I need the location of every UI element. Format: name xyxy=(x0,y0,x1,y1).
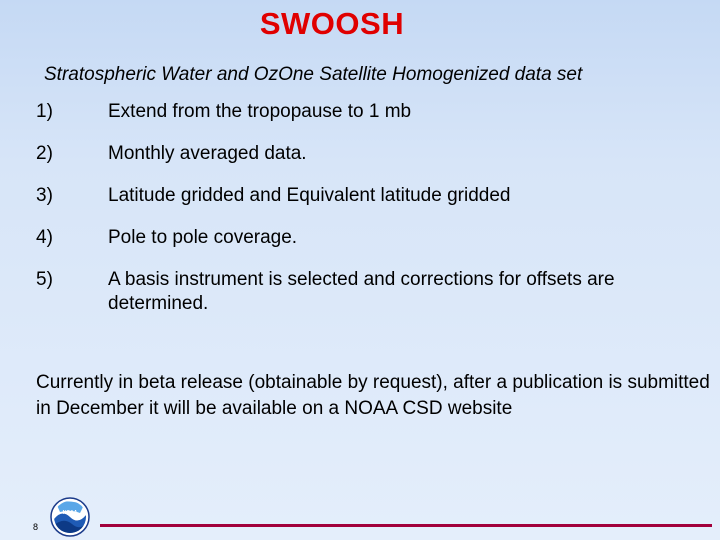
list-item xyxy=(36,100,706,124)
list-item-text: Extend from the tropopause to 1 mb xyxy=(108,101,412,122)
list-item-text: Monthly averaged data. xyxy=(108,143,307,164)
list-item-number: 3) xyxy=(36,185,53,206)
list-item-number: 2) xyxy=(36,143,53,164)
list-item-number: 5) xyxy=(36,269,53,290)
footer-divider xyxy=(100,524,712,527)
release-note: Currently in beta release (obtainable by request), after a publication is submitted in December it will be available on a NOAA CSD website xyxy=(36,372,710,419)
list-item-number: 4) xyxy=(36,227,53,248)
numbered-list xyxy=(36,100,706,334)
noaa-logo-icon xyxy=(50,497,90,537)
list-item-text: Pole to pole coverage. xyxy=(108,227,298,248)
slide-subtitle: Stratospheric Water and OzOne Satellite Homogenized data set xyxy=(44,64,583,85)
list-item xyxy=(36,184,706,208)
slide-title: SWOOSH xyxy=(259,6,405,41)
list-item xyxy=(36,226,706,250)
list-item-number: 1) xyxy=(36,101,53,122)
list-item-text: A basis instrument is selected and corrections for offsets are determined. xyxy=(108,269,615,314)
logo-text: NOAA xyxy=(62,510,78,516)
page-number: 8 xyxy=(33,522,39,532)
list-item xyxy=(36,142,706,166)
list-item xyxy=(36,268,706,316)
list-item-text: Latitude gridded and Equivalent latitude gridded xyxy=(108,185,511,206)
